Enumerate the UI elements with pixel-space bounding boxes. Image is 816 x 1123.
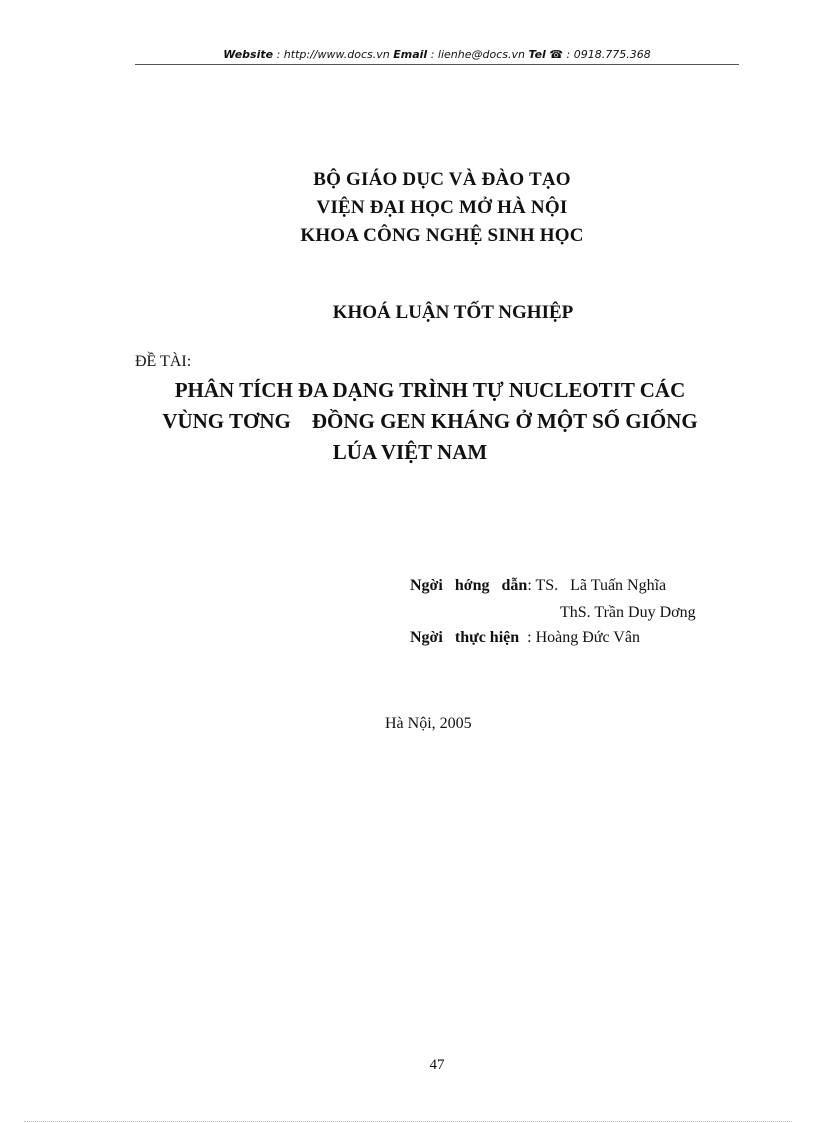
thesis-type: KHOÁ LUẬN TỐT NGHIỆP: [332, 302, 574, 323]
tel-label: Tel: [528, 48, 546, 61]
advisor-label: Ngời hớng dẫn: [410, 577, 528, 594]
advisor-row: [410, 577, 666, 595]
topic-label: ĐỀ TÀI:: [135, 353, 192, 370]
website-label: Website: [223, 48, 274, 61]
email-label: Email: [393, 48, 428, 61]
advisor-secondary: ThS. Trần Duy Dơng: [560, 604, 696, 621]
page-number: 47: [429, 1057, 445, 1073]
page-bottom-rule: [24, 1121, 792, 1122]
topic-title-line-1: PHÂN TÍCH ĐA DẠNG TRÌNH TỰ NUCLEOTIT CÁC: [174, 378, 686, 402]
phone-icon: ☎: [549, 48, 564, 61]
topic-title-line-2: VÙNG TƠNG ĐỒNG GEN KHÁNG Ở MỘT SỐ GIỐNG: [162, 409, 698, 433]
tel-value: : 0918.775.368: [563, 48, 651, 61]
author-row: [410, 629, 640, 647]
institute-name: VIỆN ĐẠI HỌC MỞ HÀ NỘI: [316, 197, 568, 218]
page-header: [135, 48, 739, 65]
author-name: : Hoàng Đức Vân: [519, 629, 640, 646]
topic-title-line-3: LÚA VIỆT NAM: [332, 440, 488, 464]
place-date: Hà Nội, 2005: [385, 715, 472, 732]
faculty-name: KHOA CÔNG NGHỆ SINH HỌC: [300, 225, 584, 246]
author-label: Ngời thực hiện: [410, 629, 520, 646]
website-value: : http://www.docs.vn: [273, 48, 394, 61]
email-value: : lienhe@docs.vn: [427, 48, 529, 61]
ministry-name: BỘ GIÁO DỤC VÀ ĐÀO TẠO: [313, 169, 571, 190]
advisor-primary: : TS. Lã Tuấn Nghĩa: [527, 577, 667, 594]
